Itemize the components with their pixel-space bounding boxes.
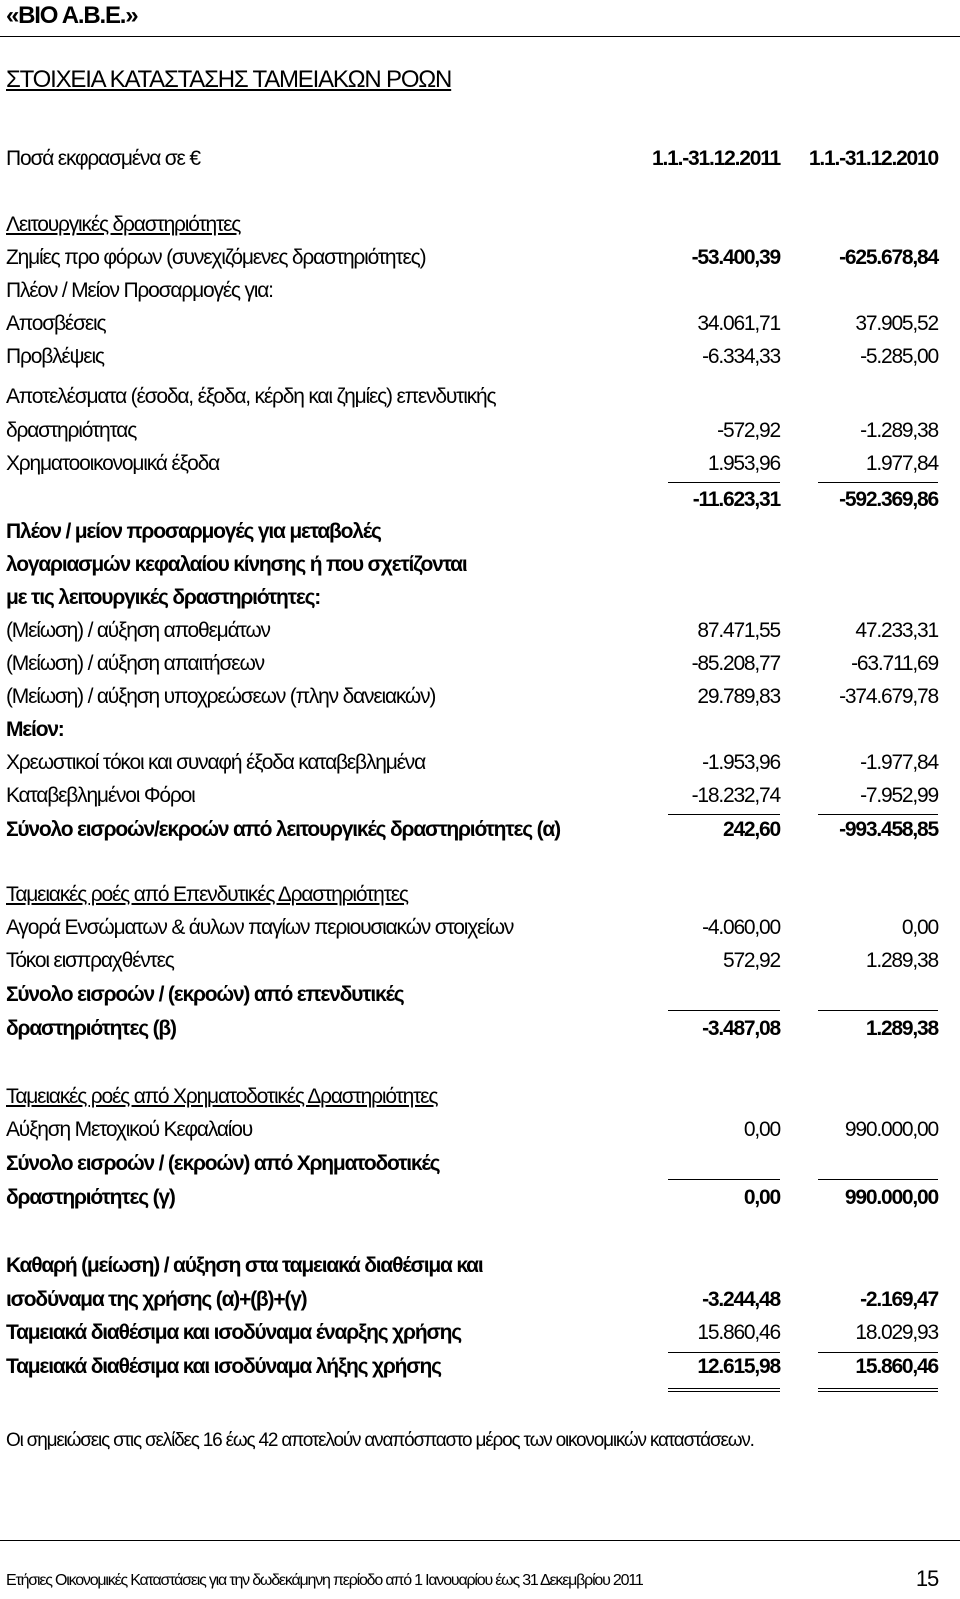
subtotal-rule	[818, 814, 938, 815]
footer-caption: Ετήσιες Οικονομικές Καταστάσεις για την δωδεκάμηνη περίοδο από 1 Ιανουαρίου έως 31 Δεκεμβρίου 2011	[6, 1572, 643, 1589]
notes-reference: Οι σημειώσεις στις σελίδες 16 έως 42 αποτελούν αναπόσπαστο μέρος των οικονομικών καταστάσεων.	[6, 1430, 754, 1451]
value-2011: 29.789,83	[697, 685, 780, 708]
table-row	[0, 1254, 960, 1287]
row-label: Ταμειακά διαθέσιμα και ισοδύναμα λήξης χρήσης	[6, 1355, 441, 1378]
subtotal-rule	[818, 482, 938, 483]
subtotal-row	[0, 488, 960, 521]
row-label: Τόκοι εισπραχθέντες	[6, 949, 174, 972]
value-2010: -63.711,69	[851, 652, 938, 675]
row-label: (Μείωση) / αύξηση απαιτήσεων	[6, 652, 264, 675]
value-2011: 0,00	[743, 1186, 780, 1209]
value-2010: -993.458,85	[839, 818, 938, 841]
table-row	[0, 784, 960, 817]
value-2010: -7.952,99	[860, 784, 938, 807]
total-row	[0, 1355, 960, 1388]
total-row	[0, 818, 960, 851]
value-2011: 34.061,71	[697, 312, 780, 335]
table-row	[0, 345, 960, 378]
row-label: Ζημίες προ φόρων (συνεχιζόμενες δραστηριότητες)	[6, 246, 426, 269]
total-row	[0, 1017, 960, 1050]
table-row	[0, 586, 960, 619]
row-label: Μείον:	[6, 718, 64, 741]
subtotal-rule	[668, 1179, 780, 1180]
table-row	[0, 213, 960, 246]
value-2011: -4.060,00	[702, 916, 780, 939]
period-2011-header: 1.1.-31.12.2011	[652, 147, 780, 170]
row-label: Ταμειακά διαθέσιμα και ισοδύναμα έναρξης χρήσης	[6, 1321, 461, 1344]
subtotal-rule	[668, 814, 780, 815]
table-row	[0, 1152, 960, 1185]
value-2011: -572,92	[717, 419, 780, 442]
table-row	[0, 883, 960, 916]
row-label: Αποτελέσματα (έσοδα, έξοδα, κέρδη και ζημίες) επενδυτικής	[6, 385, 496, 408]
value-2011: -1.953,96	[702, 751, 780, 774]
row-label: Πλέον / μείον προσαρμογές για μεταβολές	[6, 520, 381, 543]
table-row	[0, 949, 960, 982]
subtotal-rule	[668, 1352, 780, 1353]
section-heading: Ταμειακές ροές από Επενδυτικές Δραστηριότητες	[6, 883, 408, 906]
subtotal-2011: -11.623,31	[692, 488, 780, 511]
value-2010: -5.285,00	[860, 345, 938, 368]
value-2010: 47.233,31	[855, 619, 938, 642]
value-2011: 15.860,46	[697, 1321, 780, 1344]
value-2011: -85.208,77	[691, 652, 780, 675]
value-2011: 87.471,55	[697, 619, 780, 642]
value-2010: -625.678,84	[839, 246, 938, 269]
row-label: Σύνολο εισροών / (εκροών) από επενδυτικές	[6, 983, 404, 1006]
table-row	[0, 419, 960, 452]
table-row	[0, 983, 960, 1016]
table-row	[0, 718, 960, 751]
subtotal-2010: -592.369,86	[839, 488, 938, 511]
table-row	[0, 312, 960, 345]
value-2010: 1.289,38	[865, 1017, 938, 1040]
section-heading: Ταμειακές ροές από Χρηματοδοτικές Δραστηριότητες	[6, 1085, 438, 1108]
table-row	[0, 652, 960, 685]
value-2010: -1.289,38	[860, 419, 938, 442]
value-2011: -53.400,39	[691, 246, 780, 269]
double-rule	[818, 1391, 938, 1392]
table-row	[0, 1118, 960, 1151]
table-row	[0, 916, 960, 949]
subtotal-rule	[668, 1010, 780, 1011]
row-label: Καταβεβλημένοι Φόροι	[6, 784, 195, 807]
value-2011: 12.615,98	[697, 1355, 780, 1378]
value-2011: 1.953,96	[707, 452, 780, 475]
value-2010: 18.029,93	[855, 1321, 938, 1344]
table-row	[0, 520, 960, 553]
row-label: Σύνολο εισροών/εκροών από λειτουργικές δραστηριότητες (α)	[6, 818, 560, 841]
value-2010: 1.977,84	[865, 452, 938, 475]
table-row	[0, 685, 960, 718]
column-header-row	[0, 147, 960, 180]
value-2010: 37.905,52	[855, 312, 938, 335]
company-name: «ΒΙΟ Α.Β.Ε.»	[6, 2, 138, 29]
table-row	[0, 246, 960, 279]
value-2010: -374.679,78	[839, 685, 938, 708]
row-label: Χρηματοοικονομικά έξοδα	[6, 452, 220, 475]
value-2010: 1.289,38	[865, 949, 938, 972]
value-2010: 990.000,00	[844, 1118, 938, 1141]
page-number: 15	[915, 1566, 938, 1591]
value-2011: 0,00	[743, 1118, 780, 1141]
table-row	[0, 385, 960, 418]
table-row	[0, 279, 960, 312]
value-2010: -1.977,84	[860, 751, 938, 774]
double-rule	[668, 1391, 780, 1392]
row-label: Σύνολο εισροών / (εκροών) από Χρηματοδοτικές	[6, 1152, 440, 1175]
row-label: Αποσβέσεις	[6, 312, 106, 335]
value-2011: -18.232,74	[691, 784, 780, 807]
subtotal-rule	[818, 1179, 938, 1180]
value-2011: -6.334,33	[702, 345, 780, 368]
value-2010: 990.000,00	[844, 1186, 938, 1209]
value-2011: -3.487,08	[702, 1017, 780, 1040]
value-2011: 572,92	[722, 949, 780, 972]
row-label: Αύξηση Μετοχικού Κεφαλαίου	[6, 1118, 253, 1141]
row-label: με τις λειτουργικές δραστηριότητες:	[6, 586, 321, 609]
table-row	[0, 553, 960, 586]
total-row	[0, 1186, 960, 1219]
row-label: ισοδύναμα της χρήσης (α)+(β)+(γ)	[6, 1288, 307, 1311]
footer-divider	[0, 1540, 960, 1541]
row-label: Πλέον / Μείον Προσαρμογές για:	[6, 279, 273, 302]
total-row	[0, 1288, 960, 1321]
table-row	[0, 619, 960, 652]
double-rule	[818, 1388, 938, 1389]
table-row	[0, 751, 960, 784]
table-row	[0, 452, 960, 485]
row-label: Προβλέψεις	[6, 345, 104, 368]
table-row	[0, 1085, 960, 1118]
section-heading: Λειτουργικές δραστηριότητες	[6, 213, 241, 236]
currency-label: Ποσά εκφρασμένα σε €	[6, 147, 200, 170]
row-label: δραστηριότητες (β)	[6, 1017, 176, 1040]
period-2010-header: 1.1.-31.12.2010	[808, 147, 938, 170]
table-row	[0, 1321, 960, 1354]
row-label: δραστηριότητες (γ)	[6, 1186, 175, 1209]
statement-title: ΣΤΟΙΧΕΙΑ ΚΑΤΑΣΤΑΣΗΣ ΤΑΜΕΙΑΚΩΝ ΡΟΩΝ	[6, 66, 452, 93]
row-label: (Μείωση) / αύξηση υποχρεώσεων (πλην δανειακών)	[6, 685, 436, 708]
double-rule	[668, 1388, 780, 1389]
row-label: (Μείωση) / αύξηση αποθεμάτων	[6, 619, 270, 642]
value-2010: 15.860,46	[855, 1355, 938, 1378]
subtotal-rule	[818, 1352, 938, 1353]
value-2011: -3.244,48	[702, 1288, 780, 1311]
row-label: Χρεωστικοί τόκοι και συναφή έξοδα καταβεβλημένα	[6, 751, 426, 774]
row-label: λογαριασμών κεφαλαίου κίνησης ή που σχετίζονται	[6, 553, 467, 576]
value-2011: 242,60	[722, 818, 780, 841]
subtotal-rule	[668, 482, 780, 483]
row-label: Αγορά Ενσώματων & άυλων παγίων περιουσιακών στοιχείων	[6, 916, 514, 939]
row-label: δραστηριότητας	[6, 419, 137, 442]
subtotal-rule	[818, 1010, 938, 1011]
value-2010: -2.169,47	[860, 1288, 938, 1311]
value-2010: 0,00	[901, 916, 938, 939]
header-divider	[0, 36, 960, 37]
row-label: Καθαρή (μείωση) / αύξηση στα ταμειακά διαθέσιμα και	[6, 1254, 483, 1277]
